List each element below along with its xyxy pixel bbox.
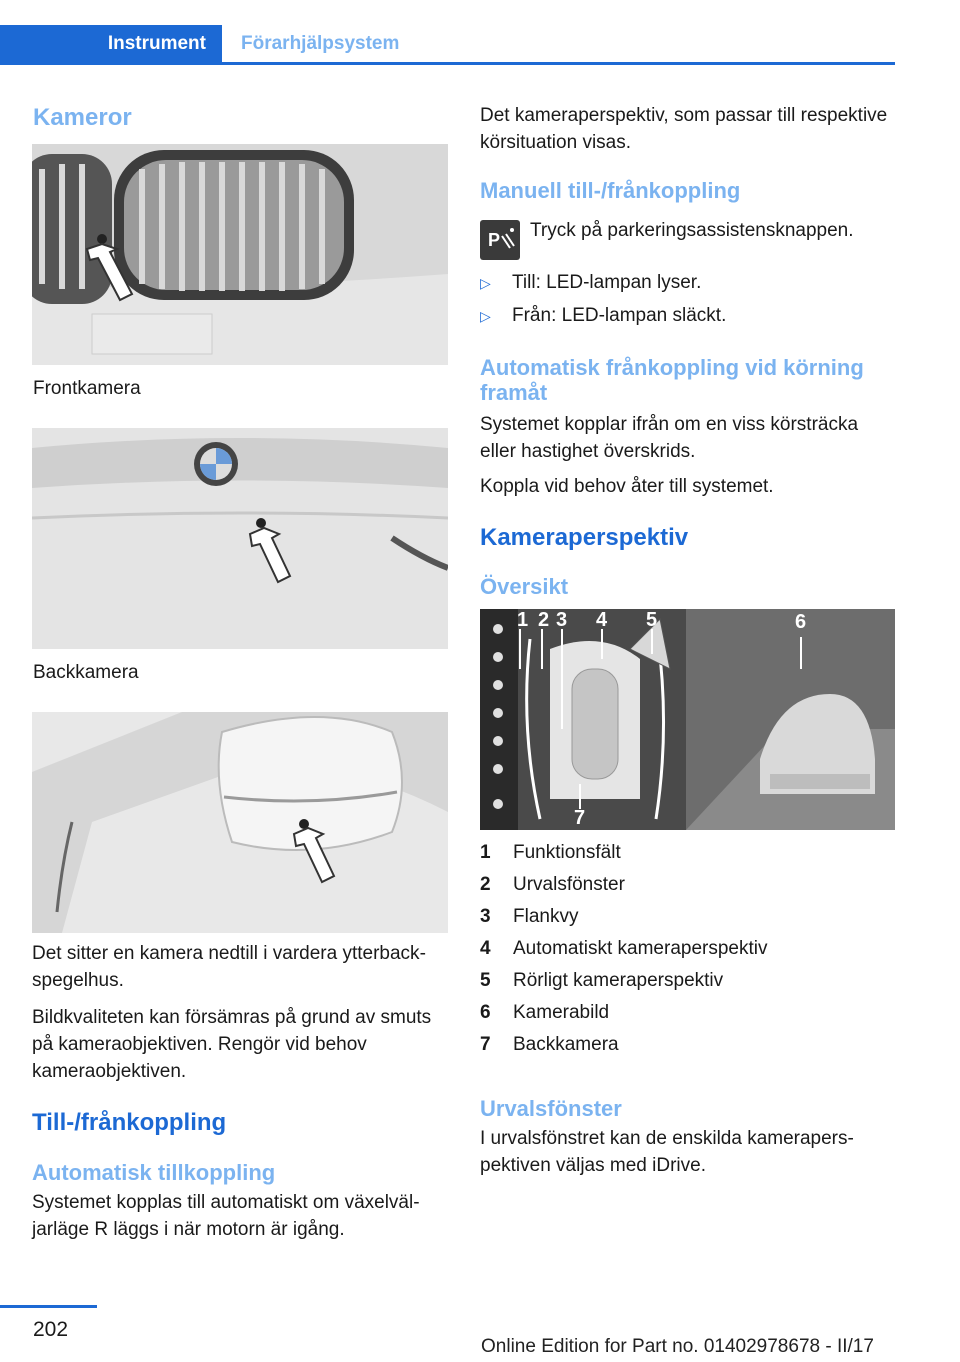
legend-item-2 [480, 874, 625, 906]
legend-number: 5 [480, 970, 491, 991]
legend-item-1 [480, 842, 621, 874]
paragraph-reconnect: Koppla vid behov åter till systemet. [480, 476, 774, 497]
triangle-bullet-icon: ▷ [480, 275, 491, 291]
heading-cameras: Kameror [33, 104, 132, 131]
diagram-number-5: 5 [646, 609, 658, 631]
paragraph-press-button: Tryck på parkeringsassistensknappen. [530, 220, 854, 241]
paragraph-automatic-on: Systemet kopplas till automatiskt om växelväljarläge R läggs i när motorn är igång. [32, 1192, 420, 1240]
right-text-block-top [480, 102, 896, 203]
bullet-led-off-text: Från: LED-lampan släckt. [512, 305, 727, 326]
front-camera-image [32, 144, 448, 365]
triangle-bullet-icon: ▷ [480, 308, 491, 324]
caption-front-camera: Frontkamera [33, 378, 141, 399]
diagram-number-2: 2 [538, 609, 550, 631]
tab-driver-assistance[interactable]: Förarhjälpsystem [241, 33, 400, 54]
right-text-block-mid [480, 355, 896, 599]
legend-item-6 [480, 1002, 609, 1034]
page-number: 202 [33, 1318, 69, 1341]
heading-manual: Manuell till-/frånkoppling [480, 178, 741, 203]
legend-label: Rörligt kameraperspektiv [513, 970, 724, 991]
legend-number: 4 [480, 938, 491, 959]
heading-selection-window: Urvalsfönster [480, 1096, 622, 1121]
paragraph-mirror-camera: Det sitter en kamera nedtill i vardera ytterbackspegelhus. [32, 943, 426, 991]
paragraph-automatic-off: Systemet kopplar ifrån om en viss körsträcka eller hastighet överskrids. [480, 414, 859, 462]
chapter-tabbar [0, 25, 895, 65]
bullet-led-off [480, 305, 726, 327]
paragraph-selection-window: I urvalsfönstret kan de enskilda kameraperspektiven väljas med iDrive. [480, 1128, 854, 1176]
heading-automatic-off: Automatisk frånkoppling vid körning framåt [480, 355, 864, 405]
caption-rear-camera: Backkamera [33, 662, 139, 683]
diagram-number-4: 4 [596, 609, 608, 631]
paragraph-perspective: Det kameraperspektiv, som passar till respektive körsituation visas. [480, 105, 888, 153]
legend-label: Automatiskt kameraperspektiv [513, 938, 768, 959]
bullet-led-on [480, 272, 701, 294]
svg-text:P: P [488, 230, 501, 250]
bullet-led-on-text: Till: LED-lampan lyser. [512, 272, 702, 293]
legend-number: 6 [480, 1002, 491, 1023]
diagram-number-1: 1 [517, 609, 529, 631]
heading-overview: Översikt [480, 574, 569, 599]
side-camera-image [32, 712, 448, 933]
heading-camera-perspective: Kameraperspektiv [480, 524, 689, 551]
parking-assist-button-icon [480, 220, 520, 260]
tab-instrument[interactable]: Instrument [0, 25, 222, 62]
heading-on-off: Till-/frånkoppling [32, 1109, 227, 1136]
legend-item-7 [480, 1034, 619, 1066]
legend-item-3 [480, 906, 578, 938]
edition-text: Online Edition for Part no. 01402978678 - II/17 [481, 1336, 874, 1357]
paragraph-image-quality: Bildkvaliteten kan försämras på grund av smuts på kameraobjektiven. Rengör vid behov kameraobjektiven. [32, 1007, 432, 1082]
diagram-number-6: 6 [795, 611, 807, 633]
legend-number: 3 [480, 906, 491, 927]
legend-label: Urvalsfönster [513, 874, 625, 895]
legend-label: Funktionsfält [513, 842, 621, 863]
footer-accent-line [0, 1305, 97, 1308]
diagram-number-3: 3 [556, 609, 568, 631]
diagram-number-7: 7 [574, 807, 586, 829]
legend-label: Backkamera [513, 1034, 619, 1055]
rear-camera-image [32, 428, 448, 649]
legend-number: 2 [480, 874, 491, 895]
legend-item-4 [480, 938, 768, 970]
left-text-block [32, 940, 448, 1243]
right-text-block-bottom [480, 1096, 896, 1179]
legend-number: 7 [480, 1034, 491, 1055]
legend-label: Kamerabild [513, 1002, 610, 1023]
legend-number: 1 [480, 842, 491, 863]
camera-overview-diagram [480, 609, 895, 830]
legend-item-5 [480, 970, 723, 1002]
legend-label: Flankvy [513, 906, 579, 927]
heading-automatic-on: Automatisk tillkoppling [32, 1160, 276, 1185]
